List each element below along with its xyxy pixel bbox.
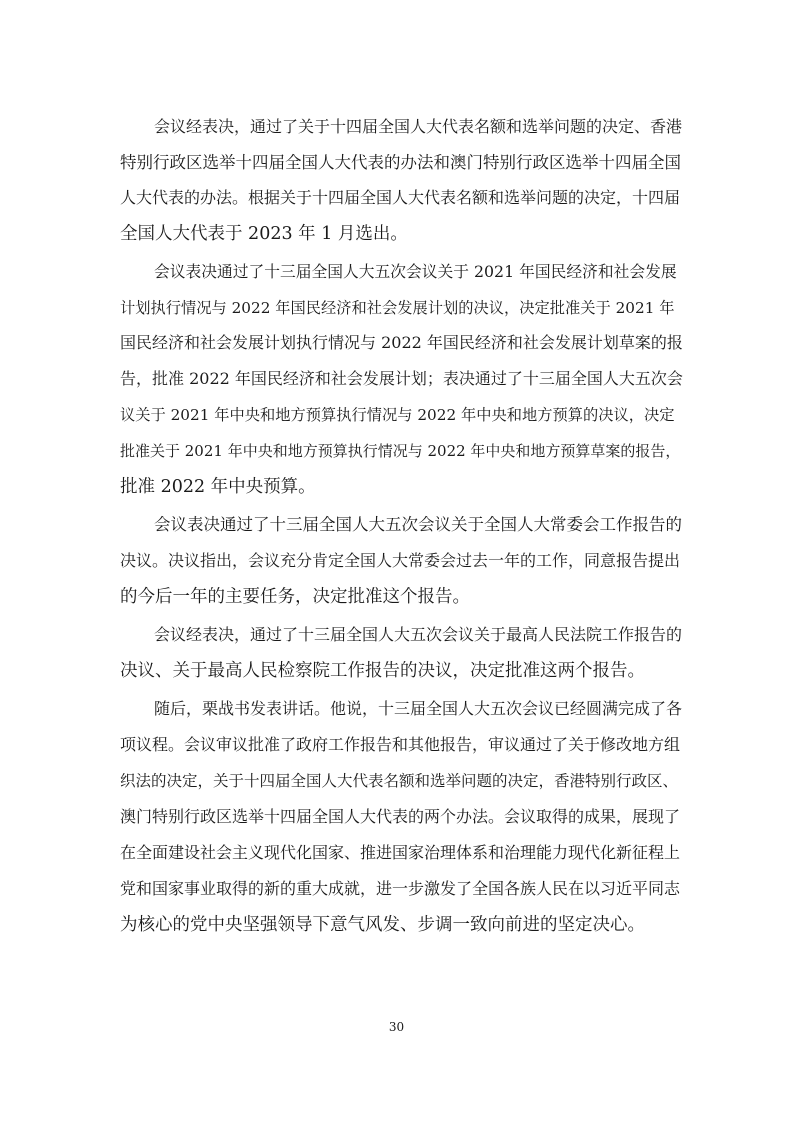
- paragraph-1-line-3: 人大代表的办法。根据关于十四届全国人大代表名额和选举问题的决定，十四届: [120, 188, 681, 207]
- paragraph-2-line-5: 议关于 2021 年中央和地方预算执行情况与 2022 年中央和地方预算的决议，决定: [120, 406, 675, 424]
- paragraph-2-line-1: 会议表决通过了十三届全国人大五次会议关于 2021 年国民经济和社会发展: [154, 262, 677, 281]
- paragraph-5-line-2: 项议程。会议审议批准了政府工作报告和其他报告，审议通过了关于修改地方组: [120, 735, 681, 754]
- paragraph-2-line-6: 批准关于 2021 年中央和地方预算执行情况与 2022 年中央和地方预算草案的报告，: [120, 442, 681, 460]
- paragraph-4-line-2: 决议、关于最高人民检察院工作报告的决议，决定批准这两个报告。: [120, 661, 645, 681]
- paragraph-4-line-1: 会议经表决，通过了十三届全国人大五次会议关于最高人民法院工作报告的: [154, 625, 683, 644]
- paragraph-2-line-4: 告，批准 2022 年国民经济和社会发展计划；表决通过了十三届全国人大五次会: [120, 369, 683, 388]
- paragraph-2-line-3: 国民经济和社会发展计划执行情况与 2022 年国民经济和社会发展计划草案的报: [120, 333, 683, 352]
- paragraph-3-line-1: 会议表决通过了十三届全国人大五次会议关于全国人大常委会工作报告的: [154, 515, 682, 534]
- paragraph-5-line-5: 在全面建设社会主义现代化国家、推进国家治理体系和治理能力现代化新征程上: [120, 843, 681, 862]
- paragraph-5-line-3: 织法的决定，关于十四届全国人大代表名额和选举问题的决定，香港特别行政区、: [120, 772, 679, 790]
- paragraph-5-line-4: 澳门特别行政区选举十四届全国人大代表的两个办法。会议取得的成果，展现了: [120, 807, 681, 826]
- paragraph-3-line-2: 决议。决议指出，会议充分肯定全国人大常委会过去一年的工作，同意报告提出: [120, 551, 681, 570]
- paragraph-2-line-7: 批准 2022 年中央预算。: [120, 477, 316, 497]
- page-number: 30: [388, 1020, 405, 1034]
- paragraph-5-line-6: 党和国家事业取得的新的重大成就，进一步激发了全国各族人民在以习近平同志: [120, 879, 681, 898]
- paragraph-1-line-2: 特别行政区选举十四届全国人大代表的办法和澳门特别行政区选举十四届全国: [120, 153, 681, 172]
- paragraph-5-line-7: 为核心的党中央坚强领导下意气风发、步调一致向前进的坚定决心。: [120, 915, 645, 935]
- paragraph-3-line-3: 的今后一年的主要任务，决定批准这个报告。: [120, 587, 470, 607]
- paragraph-1-line-4: 全国人大代表于 2023 年 1 月选出。: [120, 224, 408, 244]
- paragraph-2-line-2: 计划执行情况与 2022 年国民经济和社会发展计划的决议，决定批准关于 2021 年: [120, 299, 675, 317]
- paragraph-1-line-1: 会议经表决，通过了关于十四届全国人大代表名额和选举问题的决定、香港: [154, 117, 683, 136]
- paragraph-5-line-1: 随后，栗战书发表讲话。他说，十三届全国人大五次会议已经圆满完成了各: [154, 699, 683, 718]
